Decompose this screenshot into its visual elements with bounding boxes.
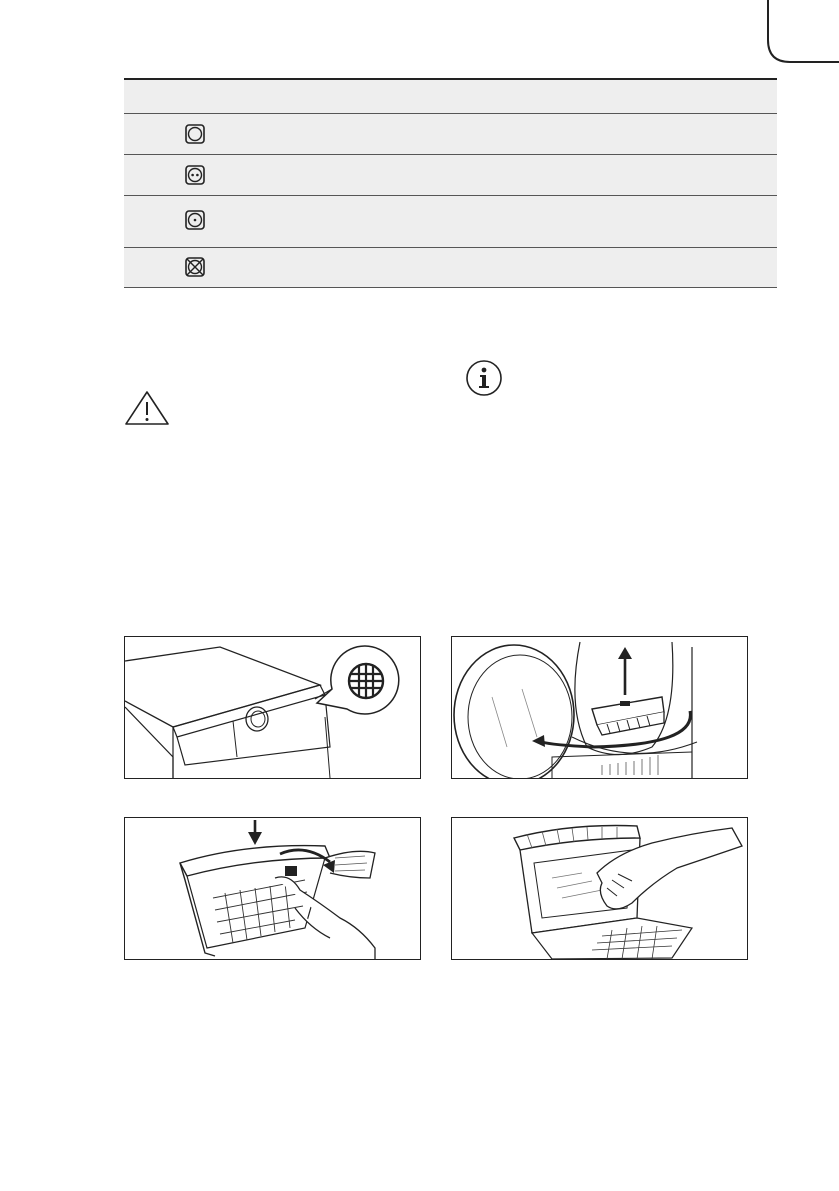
tumble-dry-low-heat-icon [184, 209, 206, 231]
table-header-row [124, 80, 777, 114]
table-row [124, 196, 777, 248]
warning-triangle-icon [124, 390, 170, 426]
tumble-dry-medium-heat-icon [184, 164, 206, 186]
do-not-tumble-dry-icon [184, 256, 206, 278]
table-row [124, 248, 777, 288]
filter-indicator-illustration [124, 636, 421, 779]
remove-filter-illustration [451, 636, 748, 779]
table-row [124, 114, 777, 155]
clean-filter-illustration [451, 817, 748, 960]
table-row [124, 155, 777, 196]
tumble-dry-normal-icon [184, 123, 206, 145]
hand-icon [597, 828, 742, 909]
drying-symbols-table [124, 78, 777, 288]
open-filter-illustration [124, 817, 421, 960]
info-circle-icon [465, 359, 503, 397]
